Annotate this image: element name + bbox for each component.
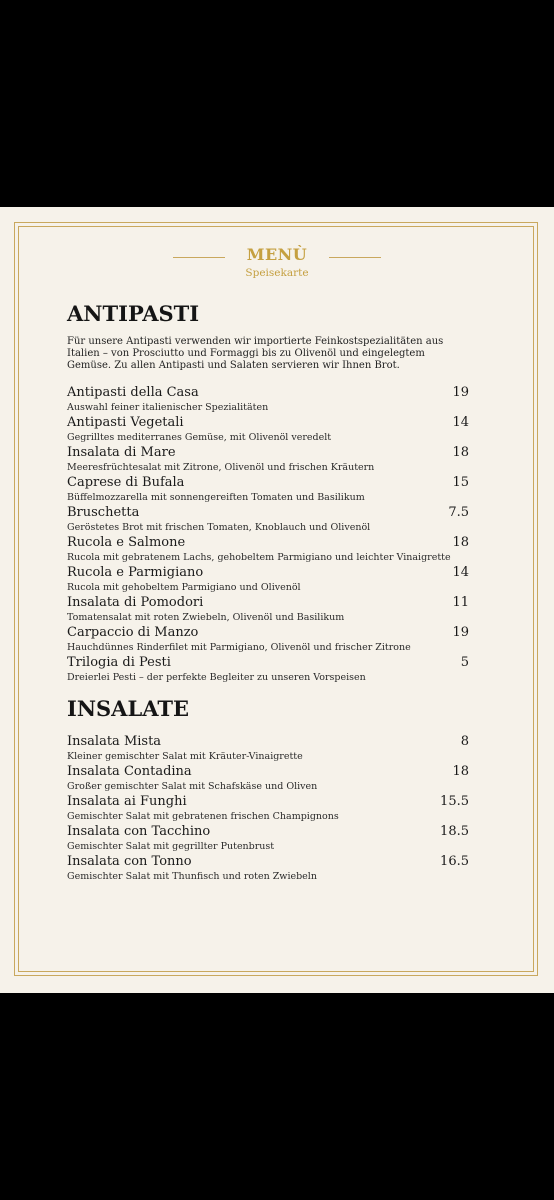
header-rule-left <box>173 257 225 258</box>
antipasti-list <box>67 384 469 683</box>
menu-item <box>67 793 469 822</box>
item-description: Geröstetes Brot mit frischen Tomaten, Knoblauch und Olivenöl <box>67 522 371 533</box>
menu-item <box>67 763 469 792</box>
antipasti-intro: Für unsere Antipasti verwenden wir importierte Feinkostspezialitäten aus Italien – von Prosciutto und Formaggi bis zu Olivenöl und eingelegtem Gemüse. Zu allen Antipasti und Salaten servieren wir Ihnen Brot. <box>67 336 444 371</box>
item-price: 14 <box>452 415 469 430</box>
item-price: 19 <box>452 385 469 400</box>
item-price: 19 <box>452 625 469 640</box>
menu-item <box>67 504 469 533</box>
menu-page <box>0 207 554 993</box>
item-name: Antipasti Vegetali <box>67 415 184 430</box>
item-description: Gegrilltes mediterranes Gemüse, mit Olivenöl veredelt <box>67 432 332 443</box>
menu-title: MENÙ <box>246 245 308 264</box>
item-price: 14 <box>452 565 469 580</box>
item-name: Antipasti della Casa <box>67 385 199 400</box>
item-description: Kleiner gemischter Salat mit Kräuter-Vinaigrette <box>67 751 303 762</box>
menu-item <box>67 853 469 882</box>
item-name: Insalata con Tacchino <box>67 824 211 839</box>
item-name: Insalata con Tonno <box>67 854 192 869</box>
insalate-section <box>67 695 469 882</box>
item-description: Büffelmozzarella mit sonnengereiften Tomaten und Basilikum <box>67 492 365 503</box>
menu-item <box>67 444 469 473</box>
item-price: 18 <box>452 445 469 460</box>
item-description: Gemischter Salat mit gegrillter Putenbrust <box>67 841 275 852</box>
item-price: 7.5 <box>448 505 469 520</box>
item-price: 8 <box>460 734 469 749</box>
item-description: Großer gemischter Salat mit Schafskäse und Oliven <box>67 781 318 792</box>
menu-subtitle: Speisekarte <box>245 267 309 279</box>
item-price: 18 <box>452 764 469 779</box>
item-name: Insalata Mista <box>67 734 162 749</box>
menu-item <box>67 823 469 852</box>
menu-content <box>67 300 469 883</box>
menu-item <box>67 534 469 563</box>
menu-item <box>67 564 469 593</box>
item-price: 18.5 <box>440 824 469 839</box>
item-price: 5 <box>460 655 469 670</box>
item-name: Rucola e Salmone <box>67 535 186 550</box>
menu-item <box>67 624 469 653</box>
item-description: Tomatensalat mit roten Zwiebeln, Olivenöl und Basilikum <box>67 612 345 623</box>
menu-item <box>67 594 469 623</box>
item-name: Trilogia di Pesti <box>67 655 171 670</box>
menu-item <box>67 733 469 762</box>
item-price: 11 <box>452 595 469 610</box>
item-name: Insalata ai Funghi <box>67 794 187 809</box>
item-name: Caprese di Bufala <box>67 475 185 490</box>
item-description: Dreierlei Pesti – der perfekte Begleiter zu unseren Vorspeisen <box>67 672 366 683</box>
menu-header <box>0 245 554 280</box>
item-description: Rucola mit gehobeltem Parmigiano und Olivenöl <box>67 582 301 593</box>
item-name: Carpaccio di Manzo <box>67 625 199 640</box>
item-description: Gemischter Salat mit Thunfisch und roten Zwiebeln <box>67 871 317 882</box>
item-description: Rucola mit gebratenem Lachs, gehobeltem Parmigiano und leichter Vinaigrette <box>67 552 451 563</box>
item-price: 18 <box>452 535 469 550</box>
item-name: Rucola e Parmigiano <box>67 565 204 580</box>
item-price: 15 <box>452 475 469 490</box>
item-description: Auswahl feiner italienischer Spezialitäten <box>67 402 269 413</box>
item-price: 16.5 <box>440 854 469 869</box>
menu-item <box>67 474 469 503</box>
section-title-antipasti: ANTIPASTI <box>67 301 200 326</box>
item-description: Meeresfrüchtesalat mit Zitrone, Olivenöl und frischen Kräutern <box>67 462 375 473</box>
item-name: Insalata Contadina <box>67 764 192 779</box>
item-name: Insalata di Mare <box>67 445 176 460</box>
item-name: Insalata di Pomodori <box>67 595 204 610</box>
item-price: 15.5 <box>440 794 469 809</box>
insalate-list <box>67 733 469 882</box>
section-title-insalate: INSALATE <box>67 696 190 721</box>
item-description: Gemischter Salat mit gebratenen frischen Champignons <box>67 811 339 822</box>
header-rule-right <box>329 257 381 258</box>
item-name: Bruschetta <box>67 505 140 520</box>
menu-item <box>67 384 469 413</box>
item-description: Hauchdünnes Rinderfilet mit Parmigiano, Olivenöl und frischer Zitrone <box>67 642 411 653</box>
menu-item <box>67 414 469 443</box>
menu-item <box>67 654 469 683</box>
